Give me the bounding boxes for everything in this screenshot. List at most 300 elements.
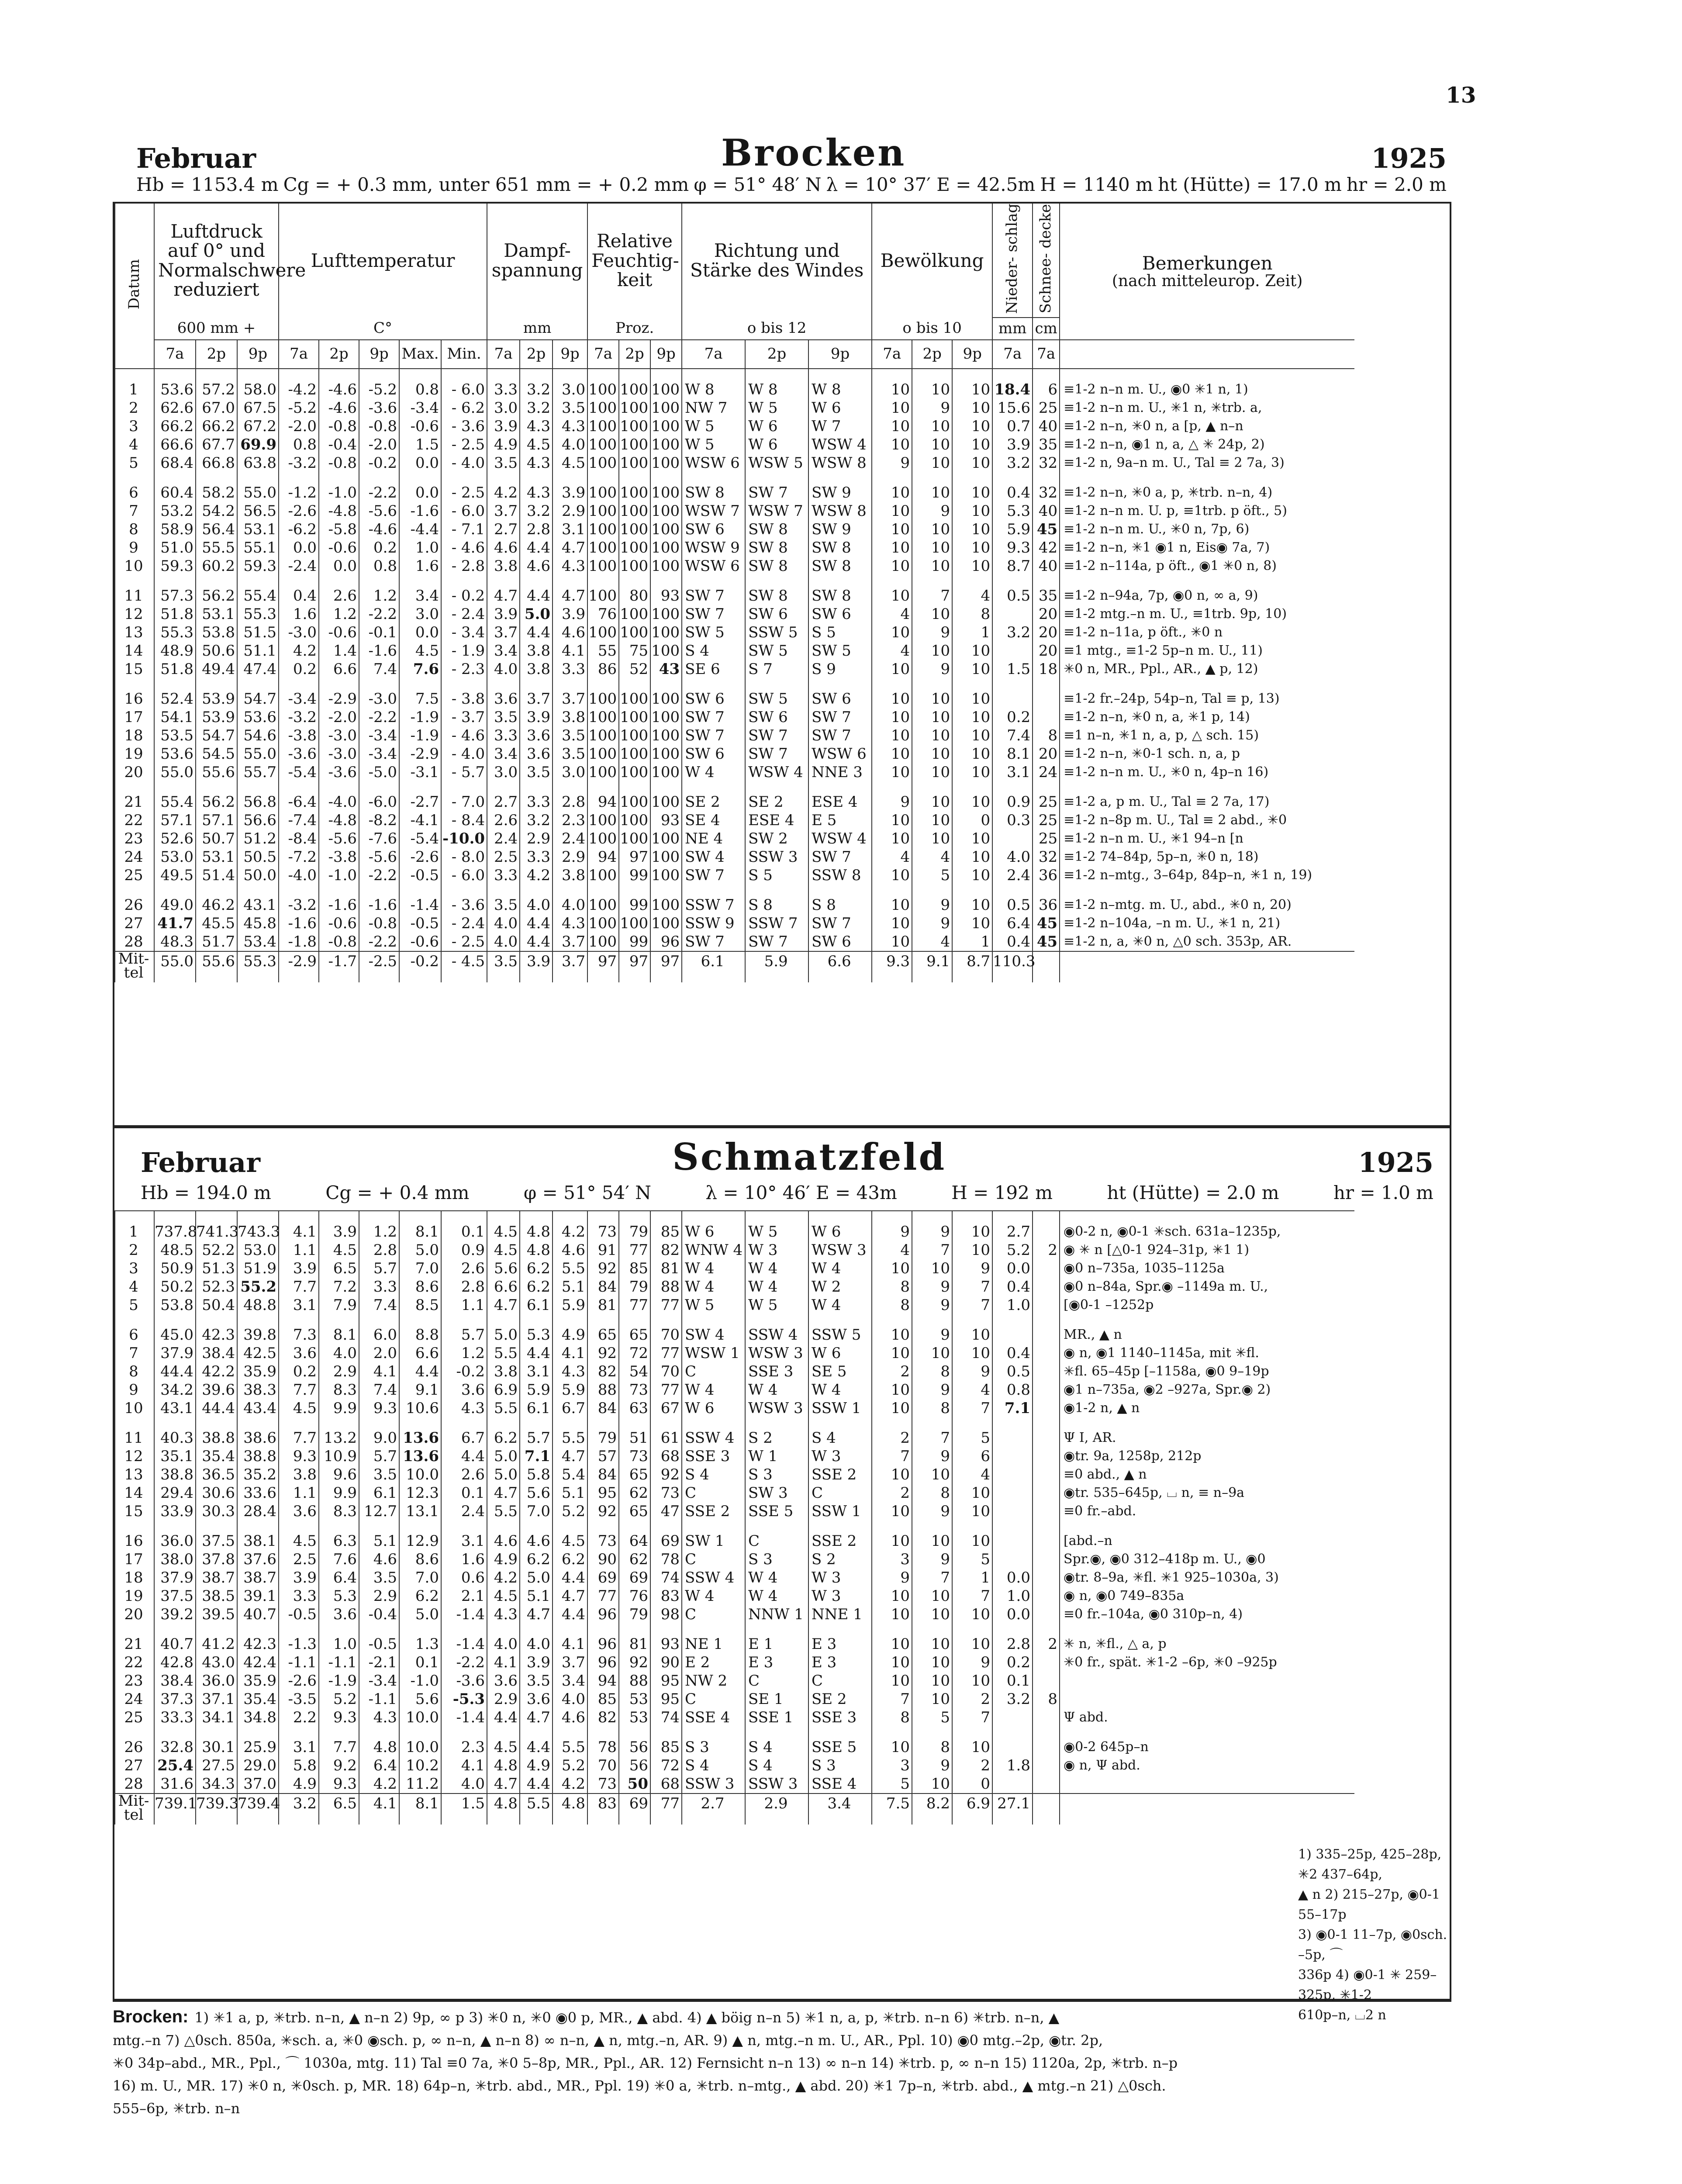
value-cell: 7.4 (992, 726, 1033, 745)
value-cell: 10 (872, 1326, 912, 1344)
table-row (115, 1429, 1354, 1447)
value-cell: 5.9 (553, 1296, 587, 1314)
value-cell: 7.9 (319, 1296, 359, 1314)
spacer (1060, 1521, 1354, 1532)
value-cell: 41.7 (154, 914, 196, 933)
spacer (115, 885, 154, 896)
value-cell: 100 (587, 933, 619, 951)
value-cell: 1.5 (399, 435, 441, 454)
value-cell: 4.3 (520, 484, 553, 502)
value-cell: 10 (872, 1672, 912, 1690)
note-line: 610p–n, ⌴2 n (1298, 2008, 1386, 2023)
value-cell: -5.2 (279, 399, 319, 417)
mittel-value: 55.3 (237, 951, 279, 982)
value-cell: 95 (650, 1690, 682, 1708)
value-cell: 90 (587, 1550, 619, 1569)
day-cell: 1 (115, 1223, 154, 1241)
value-cell (992, 1502, 1033, 1521)
value-cell: -0.8 (359, 914, 399, 933)
value-cell: 9 (912, 623, 952, 642)
value-cell: 25 (1033, 811, 1060, 829)
value-cell: - 3.6 (441, 417, 487, 435)
mittel-value: 6.9 (952, 1794, 992, 1825)
value-cell: 0.1 (399, 1653, 441, 1672)
value-cell: 10 (912, 1653, 952, 1672)
value-cell (1033, 1484, 1060, 1502)
value-cell: 8.1 (399, 1223, 441, 1241)
spacer (196, 1624, 237, 1635)
value-cell: 4.3 (553, 417, 587, 435)
remarks-cell (1060, 1672, 1354, 1690)
value-cell: -7.6 (359, 829, 399, 848)
mittel-value: 8.7 (952, 951, 992, 982)
value-cell: 10 (912, 829, 952, 848)
value-cell: W 4 (682, 763, 745, 781)
value-cell: 38.5 (196, 1587, 237, 1605)
value-cell: -0.5 (399, 914, 441, 933)
mittel-value (1060, 1794, 1354, 1825)
spacer (319, 1314, 359, 1326)
meta-item: φ = 51° 48′ N (694, 174, 822, 195)
value-cell: 7.5 (399, 690, 441, 708)
value-cell: 84 (587, 1465, 619, 1484)
table-row (115, 1362, 1354, 1381)
value-cell: 4.3 (359, 1708, 399, 1727)
spacer (952, 1211, 992, 1223)
spacer (1033, 1211, 1060, 1223)
value-cell: 13.2 (319, 1429, 359, 1447)
value-cell: 4.3 (520, 454, 553, 472)
value-cell: 10 (872, 435, 912, 454)
value-cell: 4.7 (487, 1484, 520, 1502)
day-cell: 12 (115, 605, 154, 623)
value-cell: 8 (912, 1362, 952, 1381)
value-cell: 4.4 (520, 587, 553, 605)
value-cell: - 6.0 (441, 380, 487, 399)
value-cell: 4.2 (487, 484, 520, 502)
value-cell: 9 (912, 1550, 952, 1569)
value-cell: 2.3 (553, 811, 587, 829)
spacer (359, 1624, 399, 1635)
value-cell: 52 (619, 660, 650, 678)
value-cell: 34.8 (237, 1708, 279, 1727)
day-cell: 21 (115, 793, 154, 811)
value-cell: 4.2 (487, 1569, 520, 1587)
value-cell: 38.6 (237, 1429, 279, 1447)
value-cell: 85 (619, 1259, 650, 1278)
value-cell: 10 (952, 520, 992, 539)
value-cell: 6.9 (487, 1381, 520, 1399)
value-cell: 88 (650, 1278, 682, 1296)
value-cell: 3.6 (279, 1344, 319, 1362)
value-cell: 3 (872, 1756, 912, 1775)
value-cell: S 3 (808, 1756, 872, 1775)
value-cell: 9 (912, 914, 952, 933)
value-cell: 84 (587, 1278, 619, 1296)
spacer (237, 678, 279, 690)
value-cell: 36 (1033, 866, 1060, 885)
value-cell: 4.4 (520, 933, 553, 951)
value-cell: 38.4 (154, 1672, 196, 1690)
value-cell: - 2.3 (441, 660, 487, 678)
value-cell: 9.3 (359, 1399, 399, 1417)
value-cell: 8 (912, 1738, 952, 1756)
spacer (1060, 1314, 1354, 1326)
value-cell: 5 (952, 1429, 992, 1447)
value-cell: SW 5 (808, 642, 872, 660)
value-cell: -0.8 (319, 417, 359, 435)
value-cell: -0.6 (319, 539, 359, 557)
value-cell: 4.0 (992, 848, 1033, 866)
spacer (154, 781, 196, 793)
value-cell: 7.2 (319, 1278, 359, 1296)
value-cell: - 6.2 (441, 399, 487, 417)
remarks-cell: ≡1-2 n–n m. U., ◉0 ✳1 n, 1) (1060, 380, 1354, 399)
spacer (359, 1314, 399, 1326)
value-cell: - 4.6 (441, 539, 487, 557)
value-cell: 6.1 (520, 1296, 553, 1314)
value-cell: 3.8 (487, 557, 520, 575)
spacer (587, 678, 619, 690)
value-cell: 69 (619, 1569, 650, 1587)
value-cell: 4.6 (553, 623, 587, 642)
value-cell: W 4 (745, 1278, 808, 1296)
value-cell: - 0.2 (441, 587, 487, 605)
value-cell: 10 (912, 454, 952, 472)
value-cell: 4.0 (487, 660, 520, 678)
value-cell: 100 (650, 454, 682, 472)
spacer (745, 575, 808, 587)
spacer (319, 1417, 359, 1429)
value-cell: 5.4 (553, 1465, 587, 1484)
value-cell: 100 (619, 484, 650, 502)
spacer (650, 678, 682, 690)
spacer (196, 1314, 237, 1326)
value-cell: 737.8 (155, 1223, 197, 1241)
spacer (952, 1624, 992, 1635)
value-cell: 56.2 (196, 793, 237, 811)
value-cell (992, 1532, 1033, 1550)
table-row (115, 502, 1354, 520)
value-cell: 4.2 (553, 1223, 587, 1241)
value-cell: 3.3 (487, 726, 520, 745)
spacer (520, 781, 553, 793)
value-cell: 6.6 (319, 660, 359, 678)
value-cell: 70 (650, 1362, 682, 1381)
remarks-cell: Ψ I, AR. (1060, 1429, 1354, 1447)
spacer (520, 1521, 553, 1532)
value-cell: 74 (650, 1708, 682, 1727)
spacer (279, 1624, 319, 1635)
value-cell: 10 (952, 380, 992, 399)
value-cell: 9.3 (319, 1775, 359, 1794)
value-cell: 100 (650, 557, 682, 575)
value-cell: 10 (912, 520, 952, 539)
value-cell: 100 (619, 417, 650, 435)
value-cell: -1.0 (319, 866, 359, 885)
value-cell: S 4 (808, 1429, 872, 1447)
value-cell: 4.7 (520, 1605, 553, 1624)
value-cell: W 4 (808, 1381, 872, 1399)
value-cell: 42.8 (154, 1653, 196, 1672)
spacer (587, 575, 619, 587)
note-line: ▲ n 2) 215–27p, ◉0-1 55–17p (1298, 1887, 1440, 1922)
value-cell: 4.0 (520, 896, 553, 914)
remarks-cell: ◉ n, ◉0 749–835a (1060, 1587, 1354, 1605)
brocken-table (114, 204, 1354, 982)
value-cell (1033, 1756, 1060, 1775)
spacer (872, 1314, 912, 1326)
mittel-value: 739.1 (154, 1794, 196, 1825)
value-cell: 3.3 (359, 1278, 399, 1296)
table-row (115, 454, 1354, 472)
value-cell (1033, 1223, 1060, 1241)
value-cell: 3.3 (487, 866, 520, 885)
value-cell: WSW 8 (808, 454, 872, 472)
spacer (1060, 1727, 1354, 1738)
table-row (115, 417, 1354, 435)
spacer (441, 1727, 487, 1738)
value-cell: -2.9 (399, 745, 441, 763)
value-cell: 55.2 (237, 1278, 279, 1296)
value-cell: 78 (587, 1738, 619, 1756)
value-cell: NNE 1 (808, 1605, 872, 1624)
value-cell: 2.5 (487, 848, 520, 866)
spacer (319, 1521, 359, 1532)
spacer (992, 369, 1033, 380)
value-cell: - 8.4 (441, 811, 487, 829)
value-cell: 10 (952, 914, 992, 933)
spacer (196, 1727, 237, 1738)
spacer (682, 1314, 745, 1326)
value-cell: 3.9 (553, 605, 587, 623)
value-cell: 38.7 (237, 1569, 279, 1587)
mittel-value: 6.5 (319, 1794, 359, 1825)
remarks-cell (1060, 1775, 1354, 1794)
day-cell: 6 (115, 1326, 154, 1344)
value-cell: 92 (650, 1465, 682, 1484)
value-cell: 4.6 (359, 1550, 399, 1569)
spacer (808, 1211, 872, 1223)
value-cell: WSW 3 (745, 1399, 808, 1417)
meta-item: H = 1140 m (1040, 174, 1153, 195)
header-time: Min. (441, 340, 487, 369)
value-cell: SW 6 (745, 605, 808, 623)
spacer (520, 1211, 553, 1223)
table-row (115, 1738, 1354, 1756)
value-cell: 8.1 (319, 1326, 359, 1344)
value-cell: 43.4 (237, 1399, 279, 1417)
value-cell: SSW 1 (808, 1399, 872, 1417)
value-cell: 10 (912, 1635, 952, 1653)
spacer (872, 1624, 912, 1635)
spacer (359, 1211, 399, 1223)
value-cell: 8.7 (992, 557, 1033, 575)
remarks-cell: ◉tr. 9a, 1258p, 212p (1060, 1447, 1354, 1465)
value-cell: 7.7 (279, 1278, 319, 1296)
value-cell: 4 (952, 587, 992, 605)
value-cell: SW 6 (808, 690, 872, 708)
value-cell: 96 (587, 1653, 619, 1672)
value-cell: 33.6 (237, 1484, 279, 1502)
spacer (520, 678, 553, 690)
value-cell: 7 (952, 1399, 992, 1417)
value-cell: 8 (912, 1484, 952, 1502)
value-cell: 10 (872, 1465, 912, 1484)
value-cell: 53.6 (154, 745, 196, 763)
header-unit-schneedecke: cm (1033, 318, 1060, 340)
value-cell: 4 (952, 1381, 992, 1399)
value-cell: 4.5 (487, 1241, 520, 1259)
value-cell: 53.6 (154, 380, 196, 399)
spacer (487, 1521, 520, 1532)
value-cell: -6.2 (279, 520, 319, 539)
spacer (441, 885, 487, 896)
spacer (319, 678, 359, 690)
value-cell: -0.8 (319, 933, 359, 951)
spacer (808, 1314, 872, 1326)
value-cell: 1 (952, 1569, 992, 1587)
value-cell: 3.2 (992, 454, 1033, 472)
mittel-value: 55.0 (154, 951, 196, 982)
value-cell: SW 5 (745, 690, 808, 708)
value-cell: 3.5 (520, 1672, 553, 1690)
value-cell (1033, 1399, 1060, 1417)
value-cell: 5.2 (992, 1241, 1033, 1259)
value-cell: 2.8 (553, 793, 587, 811)
value-cell: 3.2 (992, 1690, 1033, 1708)
value-cell: 5 (912, 866, 952, 885)
value-cell: 76 (619, 1587, 650, 1605)
header-unit-dampf: mm (487, 318, 587, 340)
value-cell: -2.0 (319, 708, 359, 726)
value-cell: 59.3 (154, 557, 196, 575)
value-cell: 0.4 (279, 587, 319, 605)
spacer (196, 678, 237, 690)
value-cell: SW 6 (745, 708, 808, 726)
spacer (399, 1417, 441, 1429)
value-cell: WSW 4 (745, 763, 808, 781)
spacer (237, 575, 279, 587)
value-cell: SW 8 (808, 539, 872, 557)
value-cell: 6.2 (520, 1550, 553, 1569)
value-cell: 3.6 (487, 1672, 520, 1690)
value-cell: 10 (872, 1635, 912, 1653)
table-row (115, 1502, 1354, 1521)
value-cell: 7 (952, 1278, 992, 1296)
value-cell: 0.0 (992, 1259, 1033, 1278)
value-cell (992, 1429, 1033, 1447)
value-cell: 10 (872, 1399, 912, 1417)
value-cell: W 3 (808, 1587, 872, 1605)
day-cell: 1 (115, 380, 154, 399)
value-cell: 100 (587, 690, 619, 708)
value-cell: 3.6 (319, 1605, 359, 1624)
value-cell: 30.1 (196, 1738, 237, 1756)
mittel-value: 4.8 (553, 1794, 587, 1825)
value-cell: 80 (619, 587, 650, 605)
value-cell: 5.7 (520, 1429, 553, 1447)
value-cell: 10 (872, 726, 912, 745)
value-cell: 3.5 (553, 726, 587, 745)
value-cell: SW 7 (682, 726, 745, 745)
value-cell: 4.7 (553, 539, 587, 557)
remarks-cell: ≡1-2 74–84p, 5p–n, ✳0 n, 18) (1060, 848, 1354, 866)
header-time: 7a (154, 340, 196, 369)
value-cell: 2.9 (553, 502, 587, 520)
value-cell: 10 (912, 1587, 952, 1605)
spacer (912, 1211, 952, 1223)
value-cell: 0.0 (992, 1569, 1033, 1587)
value-cell: -2.2 (359, 484, 399, 502)
value-cell: 7.4 (359, 660, 399, 678)
value-cell: 1.5 (992, 660, 1033, 678)
value-cell: -3.1 (399, 763, 441, 781)
table-row (115, 587, 1354, 605)
table-row (115, 1278, 1354, 1296)
spacer (487, 472, 520, 484)
mittel-value: 3.2 (279, 1794, 319, 1825)
value-cell: 10 (912, 642, 952, 660)
value-cell: 5.6 (399, 1690, 441, 1708)
value-cell: 8 (872, 1278, 912, 1296)
value-cell: -7.4 (279, 811, 319, 829)
spacer (745, 678, 808, 690)
value-cell: -2.6 (279, 502, 319, 520)
value-cell: 1 (952, 623, 992, 642)
value-cell: 4 (872, 642, 912, 660)
value-cell: 52.3 (196, 1278, 237, 1296)
table-row (115, 660, 1354, 678)
value-cell: 75 (619, 642, 650, 660)
header-temp (279, 204, 487, 318)
value-cell: 4.5 (279, 1532, 319, 1550)
value-cell: 1.6 (399, 557, 441, 575)
value-cell: 100 (587, 708, 619, 726)
value-cell: 100 (619, 380, 650, 399)
value-cell: W 6 (682, 1399, 745, 1417)
value-cell: 4.1 (441, 1756, 487, 1775)
value-cell: 5.5 (487, 1344, 520, 1362)
value-cell: WSW 6 (682, 454, 745, 472)
meta-item: Cg = + 0.4 mm (325, 1182, 470, 1203)
value-cell: 4.5 (279, 1399, 319, 1417)
mittel-value: 8.1 (399, 1794, 441, 1825)
value-cell: 10 (952, 848, 992, 866)
value-cell: 4.4 (553, 1605, 587, 1624)
value-cell: 67.5 (237, 399, 279, 417)
value-cell: -1.6 (359, 896, 399, 914)
value-cell: SSW 5 (745, 623, 808, 642)
value-cell: W 6 (745, 435, 808, 454)
value-cell: 32.8 (154, 1738, 196, 1756)
table-row (115, 1569, 1354, 1587)
value-cell: W 4 (682, 1381, 745, 1399)
value-cell: 2.8 (992, 1635, 1033, 1653)
day-cell: 14 (115, 642, 154, 660)
value-cell: W 4 (682, 1587, 745, 1605)
spacer (553, 1624, 587, 1635)
value-cell: 29.0 (237, 1756, 279, 1775)
value-cell: 58.0 (237, 380, 279, 399)
table-row (115, 914, 1354, 933)
value-cell: 70 (587, 1756, 619, 1775)
value-cell: 4.5 (487, 1738, 520, 1756)
value-cell: 65 (619, 1502, 650, 1521)
value-cell: 88 (587, 1381, 619, 1399)
value-cell: -4.0 (319, 793, 359, 811)
value-cell: SW 8 (745, 557, 808, 575)
